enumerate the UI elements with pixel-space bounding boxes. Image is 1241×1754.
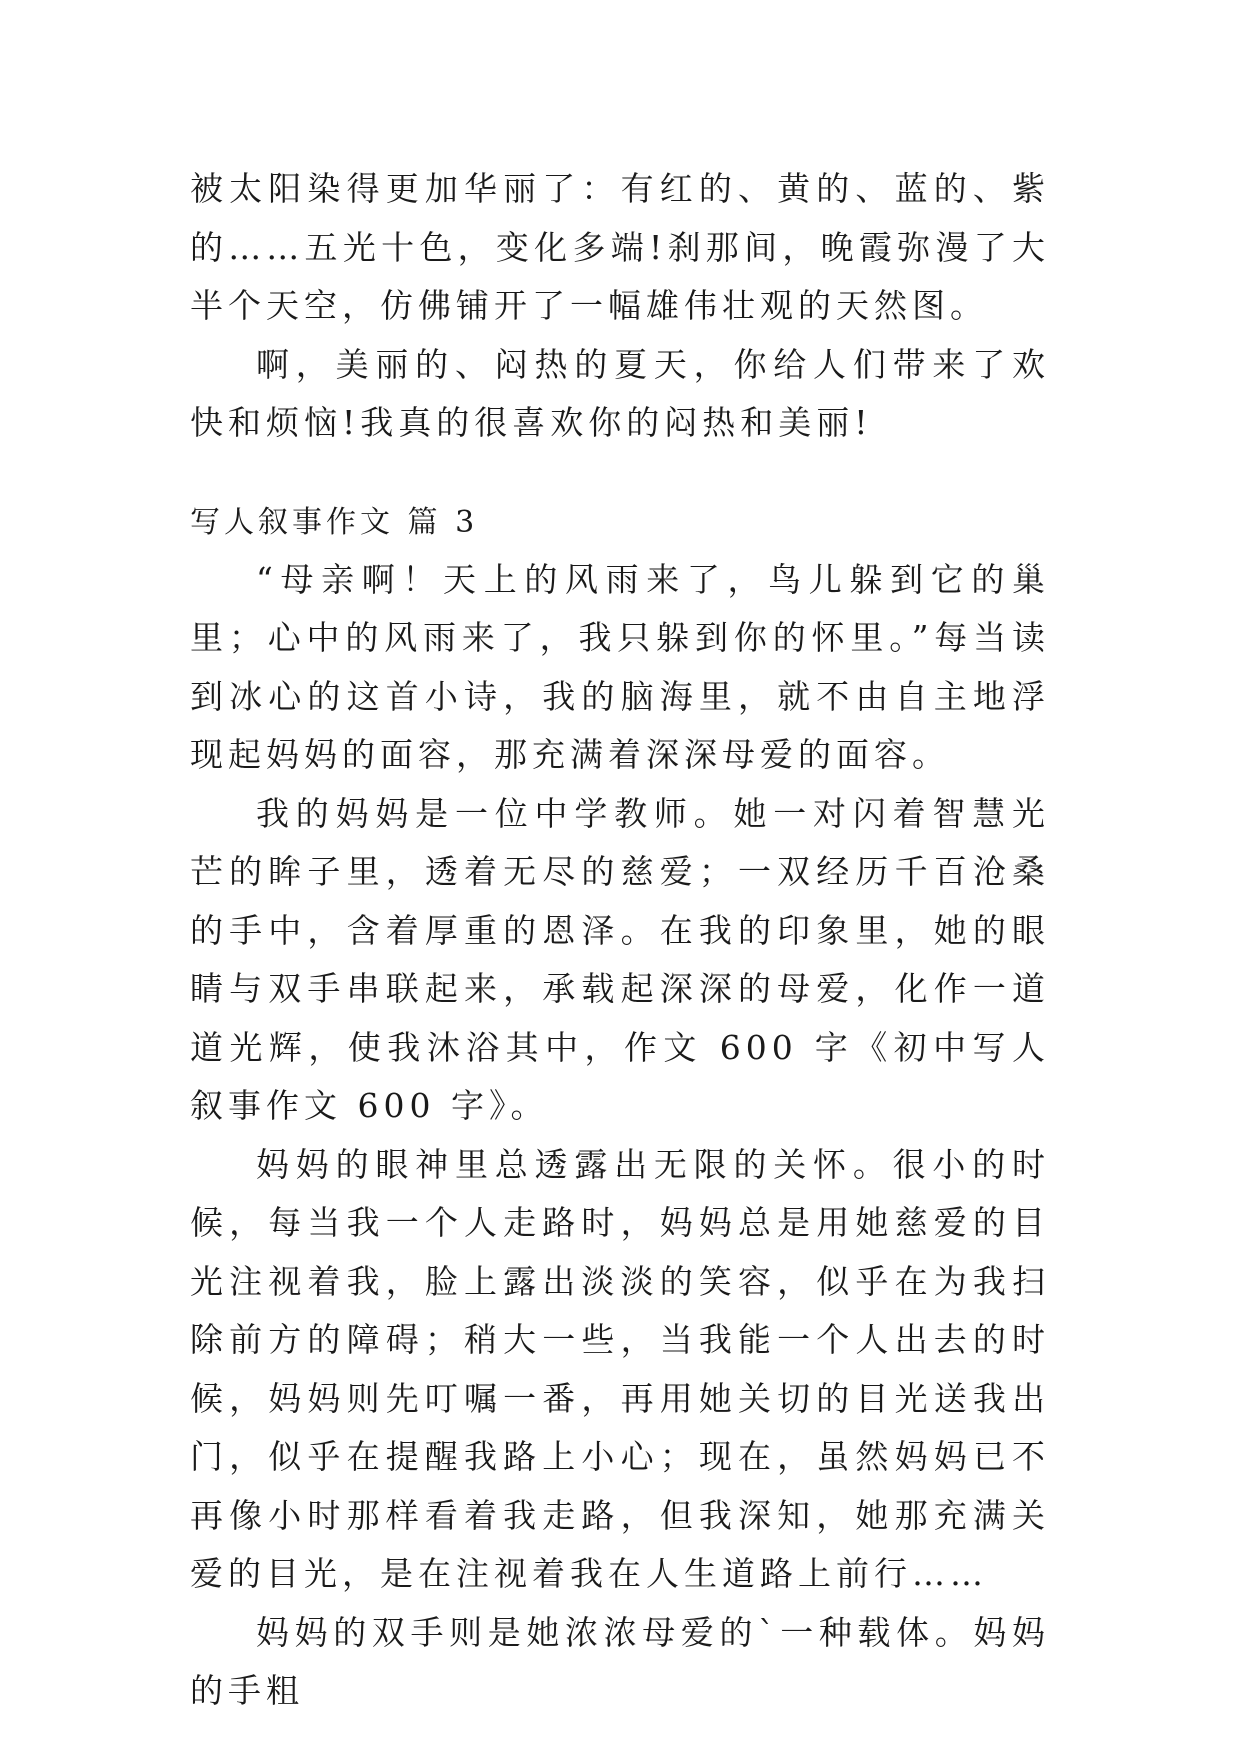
paragraph-teacher: 我的妈妈是一位中学教师。她一对闪着智慧光芒的眸子里，透着无尽的慈爱；一双经历千百沧桑的手中，含着厚重的恩泽。在我的印象里，她的眼睛与双手串联起来，承载起深深的母爱，化作一道道光辉，使我沐浴其中，作文 600 字《初中写人叙事作文 600 字》。 xyxy=(190,793,1050,1125)
paragraph-hands: 妈妈的双手则是她浓浓母爱的`一种载体。妈妈的手粗 xyxy=(190,1612,1050,1710)
paragraph-summer: 啊，美丽的、闷热的夏天，你给人们带来了欢快和烦恼!我真的很喜欢你的闷热和美丽! xyxy=(190,344,1050,442)
paragraph-poem: “母亲啊！天上的风雨来了，鸟儿躲到它的巢里；心中的风雨来了，我只躲到你的怀里。”每当读到冰心的这首小诗，我的脑海里，就不由自主地浮现起妈妈的面容，那充满着深深母爱的面容。 xyxy=(190,559,1050,774)
paragraph-sunset: 被太阳染得更加华丽了：有红的、黄的、蓝的、紫的……五光十色，变化多端!刹那间，晚霞弥漫了大半个天空，仿佛铺开了一幅雄伟壮观的天然图。 xyxy=(190,169,1050,325)
paragraph-eyes: 妈妈的眼神里总透露出无限的关怀。很小的时候，每当我一个人走路时，妈妈总是用她慈爱的目光注视着我，脸上露出淡淡的笑容，似乎在为我扫除前方的障碍；稍大一些，当我能一个人出去的时候，妈妈则先叮嘱一番，再用她关切的目光送我出门，似乎在提醒我路上小心；现在，虽然妈妈已不再像小时那样看着我走路，但我深知，她那充满关爱的目光，是在注视着我在人生道路上前行…… xyxy=(190,1144,1050,1593)
section-title: 写人叙事作文 篇 3 xyxy=(190,504,479,540)
document-page xyxy=(190,160,1050,1721)
